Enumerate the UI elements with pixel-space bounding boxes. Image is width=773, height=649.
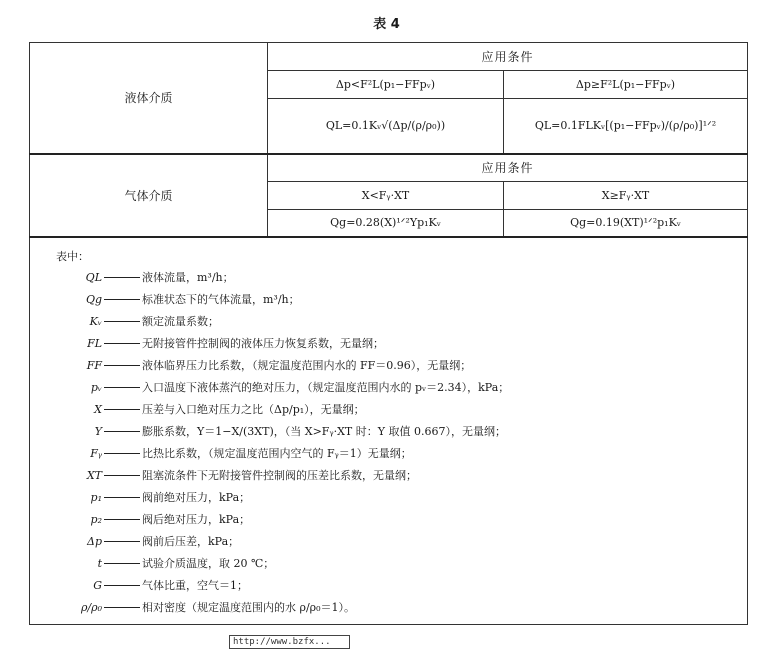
definition-symbol: t: [97, 556, 102, 570]
definition-dash: [104, 563, 140, 564]
notes-title: 表中：: [56, 249, 89, 263]
definition-symbol: Qg: [85, 292, 102, 306]
liquid-condition-left: Δp<F²L(p₁−FFpᵥ): [268, 71, 504, 99]
definition-dash: [104, 365, 140, 366]
liquid-condition-right: Δp≥F²L(p₁−FFpᵥ): [504, 71, 748, 99]
gas-condition-left: X<Fᵧ·XT: [268, 182, 504, 210]
definition-symbol: FF: [86, 358, 102, 372]
definition-line: [50, 487, 747, 509]
definition-text: 标准状态下的气体流量，m³/h；: [142, 292, 300, 306]
definition-symbol: Δp: [87, 534, 102, 548]
definition-line: [50, 421, 747, 443]
definition-dash: [104, 299, 140, 300]
gas-condition-header: 应用条件: [268, 154, 748, 182]
definition-text: 气体比重，空气＝1；: [142, 578, 248, 592]
definition-symbol: ρ/ρ₀: [80, 600, 102, 614]
definition-line: [50, 443, 747, 465]
definition-text: 液体临界压力比系数，（规定温度范围内水的 FF＝0.96），无量纲；: [142, 358, 472, 372]
table-caption: 表 4: [373, 17, 400, 32]
definition-symbol: X: [94, 402, 102, 416]
definition-text: 阀后绝对压力，kPa；: [142, 512, 251, 526]
definition-line: [50, 465, 747, 487]
definition-text: 比热比系数，（规定温度范围内空气的 Fᵧ＝1）无量纲；: [142, 446, 412, 460]
definition-text: 阀前后压差，kPa；: [142, 534, 240, 548]
definition-text: 无附接管件控制阀的液体压力恢复系数，无量纲；: [142, 336, 384, 350]
liquid-condition-header: 应用条件: [268, 43, 748, 71]
definition-dash: [104, 475, 140, 476]
definition-symbol: p₂: [90, 512, 102, 526]
gas-formula-right: Qg=0.19(XT)¹ᐟ²p₁Kᵥ: [504, 210, 748, 237]
definition-line: [50, 509, 747, 531]
definition-symbol: FL: [87, 336, 102, 350]
definition-line: [50, 377, 747, 399]
notes-cell: [30, 237, 748, 625]
definition-dash: [104, 541, 140, 542]
definition-text: 液体流量，m³/h；: [142, 270, 234, 284]
definition-dash: [104, 431, 140, 432]
definition-symbol: XT: [86, 468, 102, 482]
definition-text: 入口温度下液体蒸汽的绝对压力，（规定温度范围内水的 pᵥ＝2.34），kPa；: [142, 380, 510, 394]
watermark-url-box: http://www.bzfx...: [229, 635, 350, 649]
definition-symbol: p₁: [90, 490, 102, 504]
liquid-medium-label: 液体介质: [30, 43, 268, 154]
definition-line: [50, 597, 747, 619]
definition-text: 试验介质温度，取 20 ℃；: [142, 556, 275, 570]
definition-line: [50, 553, 747, 575]
definition-text: 阻塞流条件下无附接管件控制阀的压差比系数，无量纲；: [142, 468, 417, 482]
definition-dash: [104, 585, 140, 586]
definition-dash: [104, 607, 140, 608]
definition-text: 额定流量系数；: [142, 314, 219, 328]
definition-dash: [104, 453, 140, 454]
definition-dash: [104, 519, 140, 520]
definition-text: 阀前绝对压力，kPa；: [142, 490, 251, 504]
gas-formula-left: Qg=0.28(X)¹ᐟ²Yp₁Kᵥ: [268, 210, 504, 237]
definition-line: [50, 531, 747, 553]
definition-text: 膨胀系数，Y＝1−X/(3XT)，（当 X>Fᵧ·XT 时：Y 取值 0.667），无量纲；: [142, 424, 506, 438]
definition-line: [50, 311, 747, 333]
flow-formula-table: [29, 42, 748, 625]
definition-line: [50, 267, 747, 289]
definition-symbol: Y: [94, 424, 102, 438]
definition-symbol: Fᵧ: [90, 446, 102, 460]
definition-text: 压差与入口绝对压力之比（Δp/p₁），无量纲；: [142, 402, 365, 416]
definition-dash: [104, 387, 140, 388]
definition-text: 相对密度（规定温度范围内的水 ρ/ρ₀＝1）。: [142, 600, 356, 614]
definitions-list: [50, 267, 747, 619]
definition-symbol: Kᵥ: [89, 314, 102, 328]
definition-symbol: QL: [85, 270, 102, 284]
definition-line: [50, 289, 747, 311]
definition-dash: [104, 409, 140, 410]
gas-medium-label: 气体介质: [30, 154, 268, 237]
liquid-formula-left: QL=0.1Kᵥ√(Δp/(ρ/ρ₀)): [268, 99, 504, 154]
definition-dash: [104, 321, 140, 322]
definition-symbol: G: [93, 578, 102, 592]
definition-symbol: pᵥ: [90, 380, 102, 394]
definition-dash: [104, 497, 140, 498]
definition-line: [50, 399, 747, 421]
definition-dash: [104, 277, 140, 278]
definition-line: [50, 355, 747, 377]
liquid-formula-right: QL=0.1FLKᵥ[(p₁−FFpᵥ)/(ρ/ρ₀)]¹ᐟ²: [504, 99, 748, 154]
definition-dash: [104, 343, 140, 344]
definition-line: [50, 333, 747, 355]
gas-condition-right: X≥Fᵧ·XT: [504, 182, 748, 210]
definition-line: [50, 575, 747, 597]
